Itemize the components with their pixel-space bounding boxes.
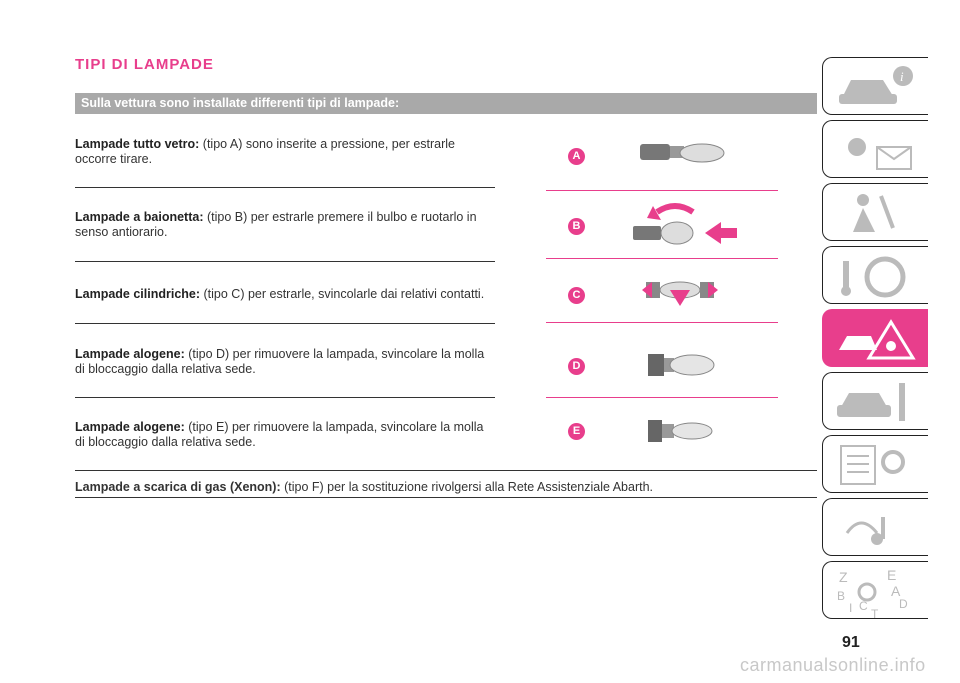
page-number: 91 (842, 634, 860, 651)
index-letter-d: D (899, 597, 908, 611)
car-info-icon (833, 62, 923, 112)
divider (75, 497, 817, 498)
item-text: (tipo B) per estrarle premere il bulbo e ruotarlo in senso antiorario. (75, 210, 477, 239)
multimedia-icon (833, 503, 923, 553)
item-heading: Lampade a scarica di gas (Xenon): (75, 480, 281, 494)
item-text: (tipo A) sono inserite a pressione, per estrarle occorre tirare. (75, 137, 455, 166)
lamp-type-badge-e: E (568, 423, 585, 440)
item-text: (tipo E) per rimuovere la lampada, svincolare la molla di bloccaggio dalla relativa sede. (75, 420, 484, 449)
item-heading: Lampade cilindriche: (75, 287, 201, 301)
divider (75, 470, 817, 471)
emergency-triangle-icon (833, 314, 923, 364)
lamp-type-badge-a: A (568, 148, 585, 165)
lamp-type-badge-d: D (568, 358, 585, 375)
lamp-a-illustration (630, 136, 730, 170)
list-item (75, 210, 495, 240)
lamp-b-illustration (625, 198, 745, 250)
tab-warning-lights[interactable] (822, 120, 928, 178)
index-letter-t: T (871, 607, 879, 620)
section-banner: Sulla vettura sono installate differenti tipi di lampade: (75, 93, 817, 114)
divider (546, 190, 778, 191)
index-letter-c: C (859, 599, 868, 613)
specs-gear-icon (833, 440, 923, 490)
divider (75, 187, 495, 188)
lamp-e-illustration (640, 404, 720, 456)
footer-watermark: carmanualsonline.info (740, 655, 926, 675)
index-letter-b: B (837, 589, 846, 603)
divider (546, 258, 778, 259)
key-steering-icon (833, 251, 923, 301)
item-heading: Lampade alogene: (75, 347, 185, 361)
page-title: TIPI DI LAMPADE (75, 56, 214, 73)
car-maintenance-icon (833, 377, 923, 427)
list-item (75, 287, 495, 302)
tab-index[interactable] (822, 561, 928, 619)
tab-car-info[interactable] (822, 57, 928, 115)
list-item-xenon (75, 480, 653, 494)
index-search-icon (833, 566, 923, 619)
item-heading: Lampade alogene: (75, 420, 185, 434)
divider (546, 397, 778, 398)
lamp-type-badge-b: B (568, 218, 585, 235)
divider (75, 261, 495, 262)
index-letter-i: I (849, 601, 853, 615)
item-heading: Lampade a baionetta: (75, 210, 204, 224)
index-letter-e: E (887, 567, 897, 583)
seatbelt-airbag-icon (833, 188, 923, 238)
divider (75, 397, 495, 398)
lamp-d-illustration (640, 336, 720, 392)
tab-starting-driving[interactable] (822, 246, 928, 304)
svg-text:i: i (900, 69, 904, 84)
divider (75, 323, 495, 324)
tab-safety[interactable] (822, 183, 928, 241)
item-text: (tipo F) per la sostituzione rivolgersi alla Rete Assistenziale Abarth. (280, 480, 654, 494)
item-text: (tipo C) per estrarle, svincolarle dai relativi contatti. (200, 287, 485, 301)
item-text: (tipo D) per rimuovere la lampada, svincolare la molla di bloccaggio dalla relativa sede. (75, 347, 485, 376)
index-letter-z: Z (839, 569, 848, 585)
tab-technical-data[interactable] (822, 435, 928, 493)
index-letter-a: A (891, 583, 901, 599)
warning-lights-icon (833, 125, 923, 175)
lamp-type-badge-c: C (568, 287, 585, 304)
tab-emergency[interactable] (822, 309, 928, 367)
list-item (75, 347, 495, 377)
tab-maintenance[interactable] (822, 372, 928, 430)
lamp-c-illustration (640, 270, 720, 312)
list-item (75, 137, 495, 167)
item-heading: Lampade tutto vetro: (75, 137, 200, 151)
tab-multimedia[interactable] (822, 498, 928, 556)
list-item (75, 420, 495, 450)
divider (546, 322, 778, 323)
